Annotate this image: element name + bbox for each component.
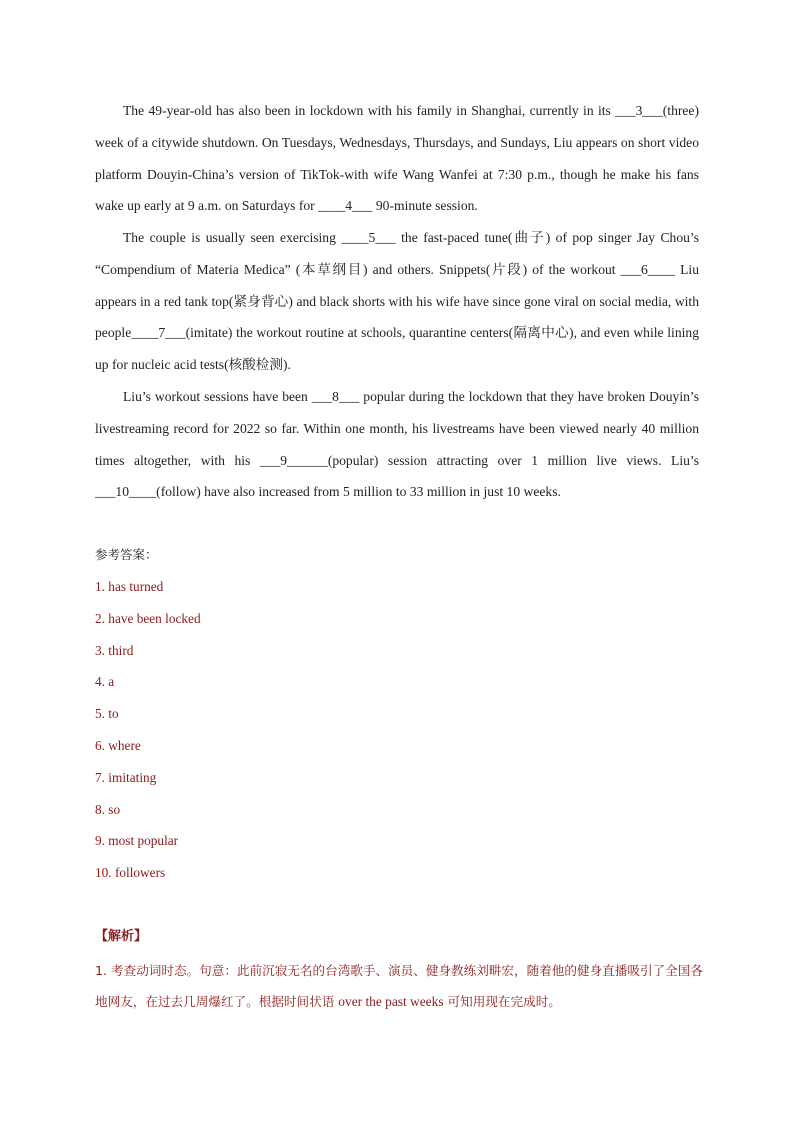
answer-item: 5. to <box>95 706 119 722</box>
analysis-time-phrase: over the past weeks <box>338 994 444 1009</box>
passage-paragraph-1: The 49-year-old has also been in lockdown with his family in Shanghai, currently in its ___3___(three) week of a citywide shutdown. On Tuesdays, Wednesdays, Thursdays, and Sundays, Liu appears on short video platform Douyin-China’s version of TikTok-with wife Wang Wanfei at 7:30 p.m., though he make his fans wake up early at 9 a.m. on Saturdays for ____4___ 90-minute session. <box>95 103 699 214</box>
answer-item: 4. a <box>95 674 115 690</box>
answer-item: 8. so <box>95 801 121 817</box>
passage-paragraph-2: The couple is usually seen exercising ____5___ the fast-paced tune(曲子) of pop singer Jay Chou’s “Compendium of Materia Medica” (本草纲目) and others. Snippets(片段) of the workout ___6____ Liu appears in a red tank top(紧身背心) and black shorts with his wife have since gone viral on social media, with people____7___(imitate) the workout routine at schools, quarantine centers(隔离中心), and even while lining up for nucleic acid tests(核酸检测). <box>95 230 699 373</box>
answer-list <box>95 571 201 889</box>
passage-paragraph-3: Liu’s workout sessions have been ___8___ popular during the lockdown that they have broken Douyin’s livestreaming record for 2022 so far. Within one month, his livestreams have been viewed nearly 40 million times altogether, with his ___9______(popular) session attracting over 1 million live views. Liu’s ___10____(follow) have also increased from 5 million to 33 million in just 10 weeks. <box>95 389 699 500</box>
analysis-text <box>95 955 705 1017</box>
answer-item: 2. have been locked <box>95 610 201 626</box>
answer-item: 1. has turned <box>95 579 164 594</box>
answer-item: 6. where <box>95 737 141 753</box>
analysis-title: 【解析】 <box>95 929 148 944</box>
reference-answer-title: 参考答案： <box>95 547 158 562</box>
analysis-text-part2: 可知用现在完成时。 <box>443 994 561 1009</box>
analysis-text-part1: 1. 考查动词时态。句意：此前沉寂无名的台湾歌手、演员、健身教练刘畊宏，随着他的健身直播吸引了全国各地网友，在过去几周爆红了。根据时间状语 <box>95 963 703 1009</box>
answer-item: 7. imitating <box>95 769 157 785</box>
answer-item: 10. followers <box>95 865 166 881</box>
answer-item: 3. third <box>95 642 134 658</box>
answer-item: 9. most popular <box>95 833 179 849</box>
